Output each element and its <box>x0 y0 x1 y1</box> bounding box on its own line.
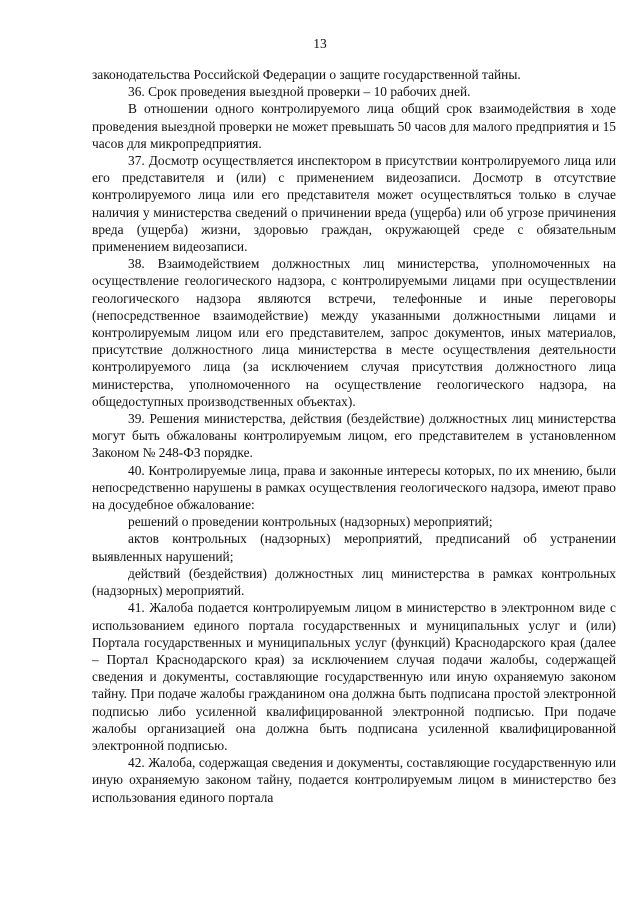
document-body <box>92 66 616 806</box>
paragraph: действий (бездействия) должностных лиц министерства в рамках контрольных (надзорных) мероприятий. <box>92 565 616 599</box>
paragraph: 40. Контролируемые лица, права и законные интересы которых, по их мнению, были непосредственно нарушены в рамках осуществления геологического надзора, имеют право на досудебное обжалование: <box>92 462 616 513</box>
paragraph: 38. Взаимодействием должностных лиц министерства, уполномоченных на осуществление геологического надзора, с контролируемыми лицами при осуществлении геологического надзора являются встречи, телефонные и иные переговоры (непосредственное взаимодействие) между указанными должностными лицами и контролируемым лицом или его представителем, запрос документов, иных материалов, присутствие должностного лица министерства в месте осуществления деятельности контролируемого лица (за исключением случая присутствия должностного лица министерства, уполномоченного на осуществление геологического надзора, на общедоступных производственных объектах). <box>92 256 616 409</box>
paragraph: актов контрольных (надзорных) мероприятий, предписаний об устранении выявленных нарушений; <box>92 531 616 564</box>
paragraph: 41. Жалоба подается контролируемым лицом в министерство в электронном виде с использованием единого портала государственных и муниципальных услуг и (или) Портала государственных и муниципальных услуг (функций) Краснодарского края (далее – Портал Краснодарского края) за исключением случая подачи жалобы, содержащей сведения и документы, составляющие государственную или иную охраняемую законом тайну. При подаче жалобы гражданином она должна быть подписана простой электронной подписью либо усиленной квалифицированной электронной подписью. При подаче жалобы организацией она должна быть подписана усиленной квалифицированной электронной подписью. <box>92 600 616 753</box>
paragraph: законодательства Российской Федерации о защите государственной тайны. <box>92 67 521 82</box>
paragraph: 37. Досмотр осуществляется инспектором в присутствии контролируемого лица или его представителя и (или) с применением видеозаписи. Досмотр в отсутствие контролируемого лица или его представителя может осуществляться только в случае наличия у министерства сведений о причинении вреда (ущерба) или об угрозе причинения вреда (ущерба) жизни, здоровью граждан, окружающей среде с обязательным применением видеозаписи. <box>92 153 616 255</box>
paragraph: 39. Решения министерства, действия (бездействие) должностных лиц министерства могут быть обжалованы контролируемым лицом, его представителем в установленном Законом № 248-ФЗ порядке. <box>92 411 616 461</box>
paragraph: 42. Жалоба, содержащая сведения и документы, составляющие государственную или иную охраняемую законом тайну, подается контролируемым лицом в министерство без использования единого портала <box>92 755 616 805</box>
paragraph: В отношении одного контролируемого лица общий срок взаимодействия в ходе проведения выездной проверки не может превышать 50 часов для малого предприятия и 15 часов для микропредприятия. <box>92 101 616 151</box>
page-number: 13 <box>313 36 327 51</box>
paragraph: решений о проведении контрольных (надзорных) мероприятий; <box>128 514 493 530</box>
paragraph: 36. Срок проведения выездной проверки – 10 рабочих дней. <box>128 84 471 100</box>
